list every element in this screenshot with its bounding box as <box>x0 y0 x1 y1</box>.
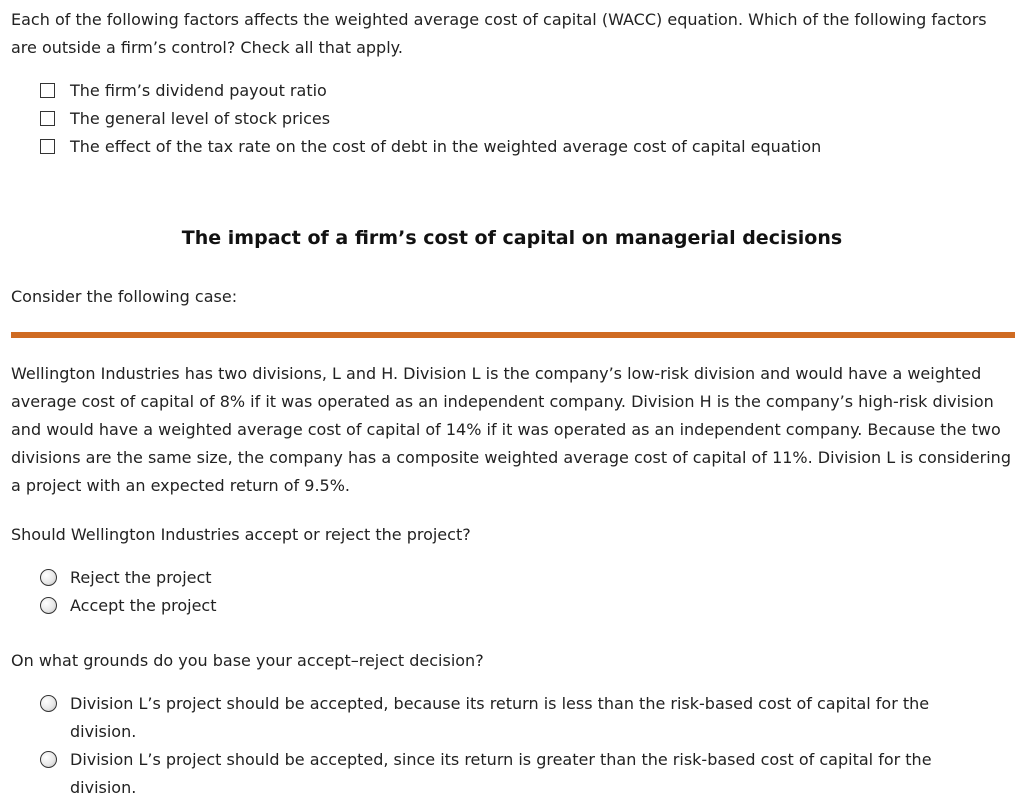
case-description: Wellington Industries has two divisions, L and H. Division L is the company’s low-risk division and would have a weighted average cost of capital of 8% if it was operated as an independent company. Division H is the company’s high-risk division and would have a weighted average cost of capital of 14% if it was operated as an independent company. Because the two divisions are the same size, the company has a composite weighted average cost of capital of 11%. Division L is considering a project with an expected return of 9.5%. <box>11 364 1011 495</box>
radio-option[interactable] <box>40 592 217 620</box>
checkbox-option-label: The general level of stock prices <box>70 108 331 128</box>
case-divider <box>11 332 1015 338</box>
checkbox-option[interactable] <box>40 104 821 132</box>
checkbox-icon[interactable] <box>40 139 55 154</box>
radio-button-icon[interactable] <box>40 751 57 768</box>
radio-option[interactable] <box>40 564 217 592</box>
consider-text: Consider the following case: <box>11 287 238 306</box>
radio-button-icon[interactable] <box>40 597 57 614</box>
radio-option[interactable] <box>40 746 1000 802</box>
radio-option-label: Division L’s project should be accepted, since its return is greater than the risk-based cost of capital for the division. <box>70 750 932 797</box>
section-title: The impact of a firm’s cost of capital on managerial decisions <box>181 227 843 249</box>
checkbox-option[interactable] <box>40 132 821 160</box>
question-1-text: Each of the following factors affects the weighted average cost of capital (WACC) equation. Which of the following factors are outside a firm’s control? Check all that apply. <box>11 10 987 57</box>
radio-option-label: Accept the project <box>70 596 217 615</box>
question-1-options <box>40 76 821 160</box>
question-2-options <box>40 564 217 620</box>
radio-option-label: Division L’s project should be accepted, because its return is less than the risk-based cost of capital for the division. <box>70 694 930 741</box>
question-3-options <box>40 690 1000 802</box>
radio-button-icon[interactable] <box>40 695 57 712</box>
checkbox-icon[interactable] <box>40 83 55 98</box>
checkbox-icon[interactable] <box>40 111 55 126</box>
checkbox-option[interactable] <box>40 76 821 104</box>
question-2-text: Should Wellington Industries accept or reject the project? <box>11 525 471 544</box>
radio-option-label: Reject the project <box>70 568 212 587</box>
radio-button-icon[interactable] <box>40 569 57 586</box>
question-3-text: On what grounds do you base your accept–reject decision? <box>11 651 484 670</box>
checkbox-option-label: The effect of the tax rate on the cost of debt in the weighted average cost of capital equation <box>70 136 822 156</box>
checkbox-option-label: The firm’s dividend payout ratio <box>70 80 327 100</box>
radio-option[interactable] <box>40 690 1000 746</box>
